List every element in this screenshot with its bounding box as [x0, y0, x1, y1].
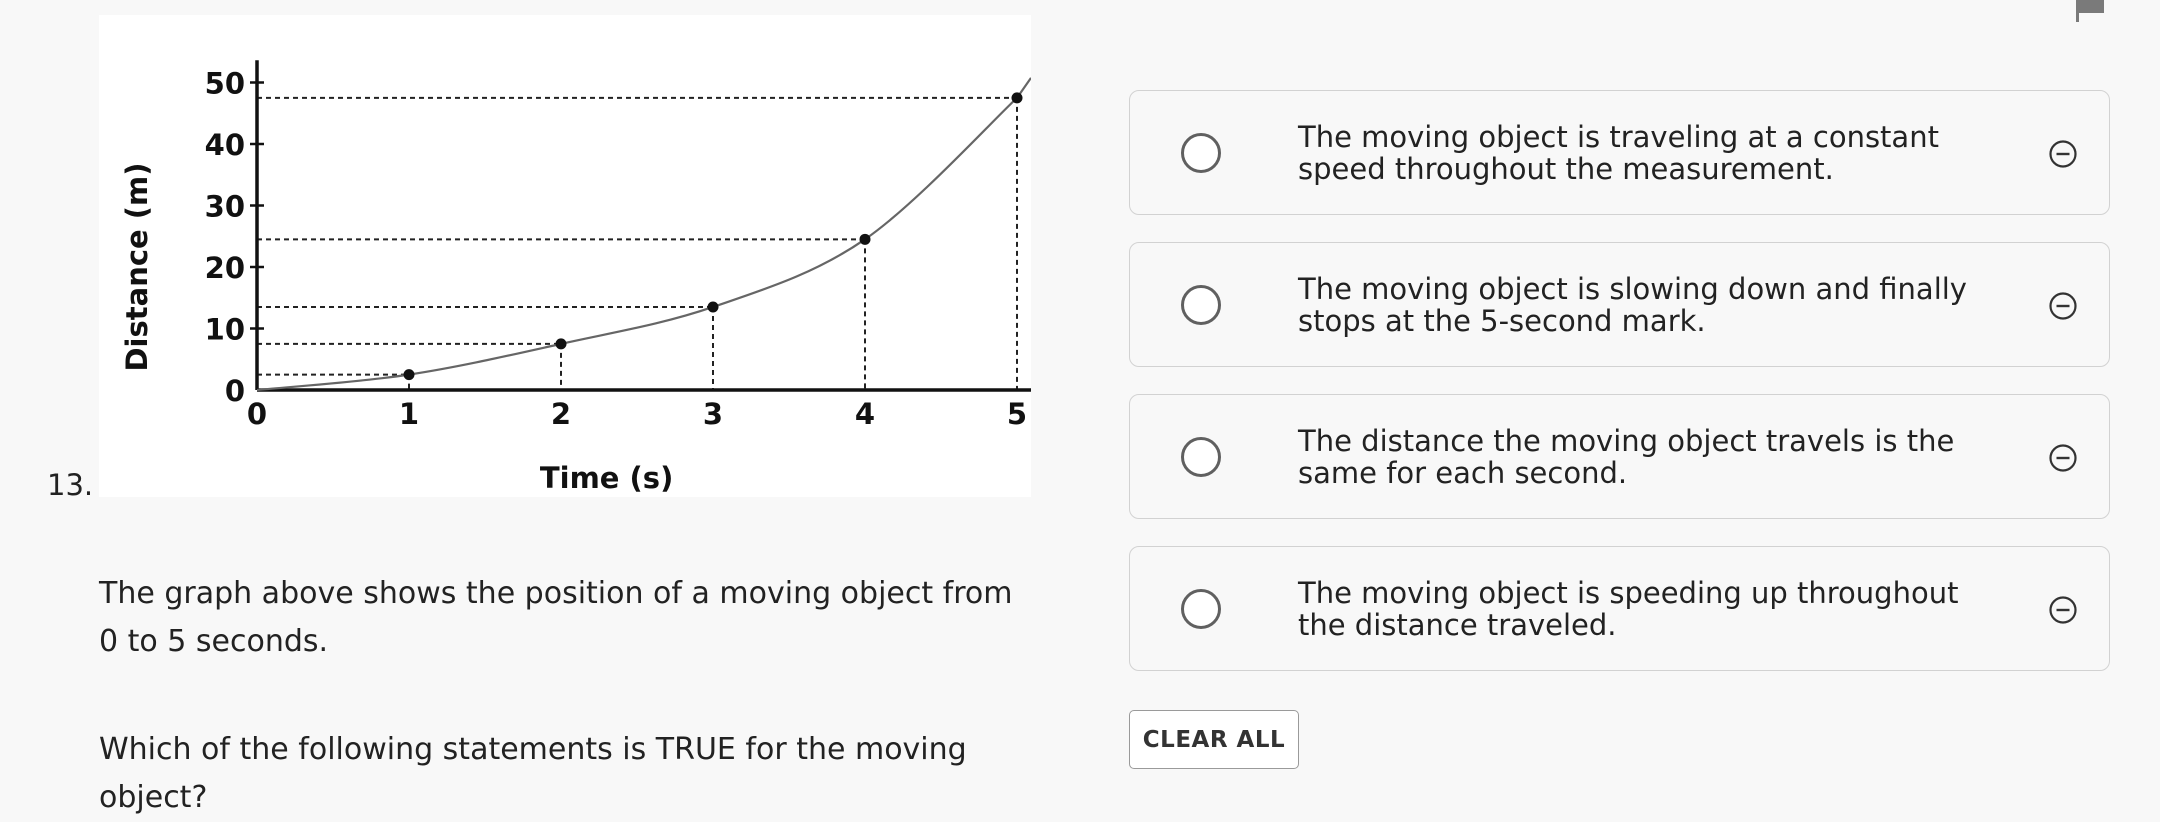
x-tick-label: 0: [246, 397, 268, 431]
data-point: [860, 234, 871, 245]
data-point: [1012, 92, 1023, 103]
distance-curve: [257, 78, 1031, 390]
answer-option[interactable]: [1129, 394, 2110, 519]
x-tick-label: 3: [702, 397, 724, 431]
question-number: 13.: [47, 468, 94, 502]
x-tick-label: 2: [550, 397, 572, 431]
x-axis-label: Time (s): [539, 461, 674, 495]
answer-option[interactable]: [1129, 242, 2110, 367]
data-point: [708, 301, 719, 312]
bookmark-flag-icon[interactable]: [2074, 0, 2106, 22]
strikethrough-circle-icon[interactable]: [2047, 138, 2079, 170]
y-tick-label: 0: [224, 374, 245, 408]
answer-option[interactable]: [1129, 546, 2110, 671]
strikethrough-circle-icon[interactable]: [2047, 594, 2079, 626]
y-tick-label: 50: [204, 66, 245, 101]
y-axis-label: Distance (m): [120, 162, 154, 372]
distance-time-graph: [99, 15, 1031, 497]
chart-svg: [99, 15, 1031, 497]
question-stem-1: The graph above shows the position of a moving object from 0 to 5 seconds.: [99, 576, 1013, 659]
answer-option-text: The moving object is traveling at a constant speed throughout the measurement.: [1298, 120, 1939, 186]
clear-all-button[interactable]: CLEAR ALL: [1129, 710, 1299, 769]
radio-button-icon[interactable]: [1181, 133, 1221, 173]
answer-option-text: The distance the moving object travels is the same for each second.: [1298, 424, 1955, 490]
radio-button-icon[interactable]: [1181, 437, 1221, 477]
x-tick-label: 4: [854, 397, 876, 431]
answer-option-text: The moving object is speeding up throughout the distance traveled.: [1298, 576, 1959, 642]
data-point: [556, 338, 567, 349]
y-tick-label: 40: [204, 128, 245, 162]
radio-button-icon[interactable]: [1181, 589, 1221, 629]
strikethrough-circle-icon[interactable]: [2047, 290, 2079, 322]
x-tick-label: 5: [1006, 397, 1028, 431]
x-tick-label: 1: [398, 397, 420, 431]
question-stem-2: Which of the following statements is TRUE for the moving object?: [99, 732, 967, 815]
answer-option-text: The moving object is slowing down and finally stops at the 5-second mark.: [1298, 272, 1967, 338]
strikethrough-circle-icon[interactable]: [2047, 442, 2079, 474]
y-tick-label: 10: [204, 312, 245, 347]
y-tick-label: 20: [204, 251, 245, 285]
answer-option[interactable]: [1129, 90, 2110, 215]
y-tick-label: 30: [204, 189, 245, 224]
radio-button-icon[interactable]: [1181, 285, 1221, 325]
data-point: [404, 369, 415, 380]
